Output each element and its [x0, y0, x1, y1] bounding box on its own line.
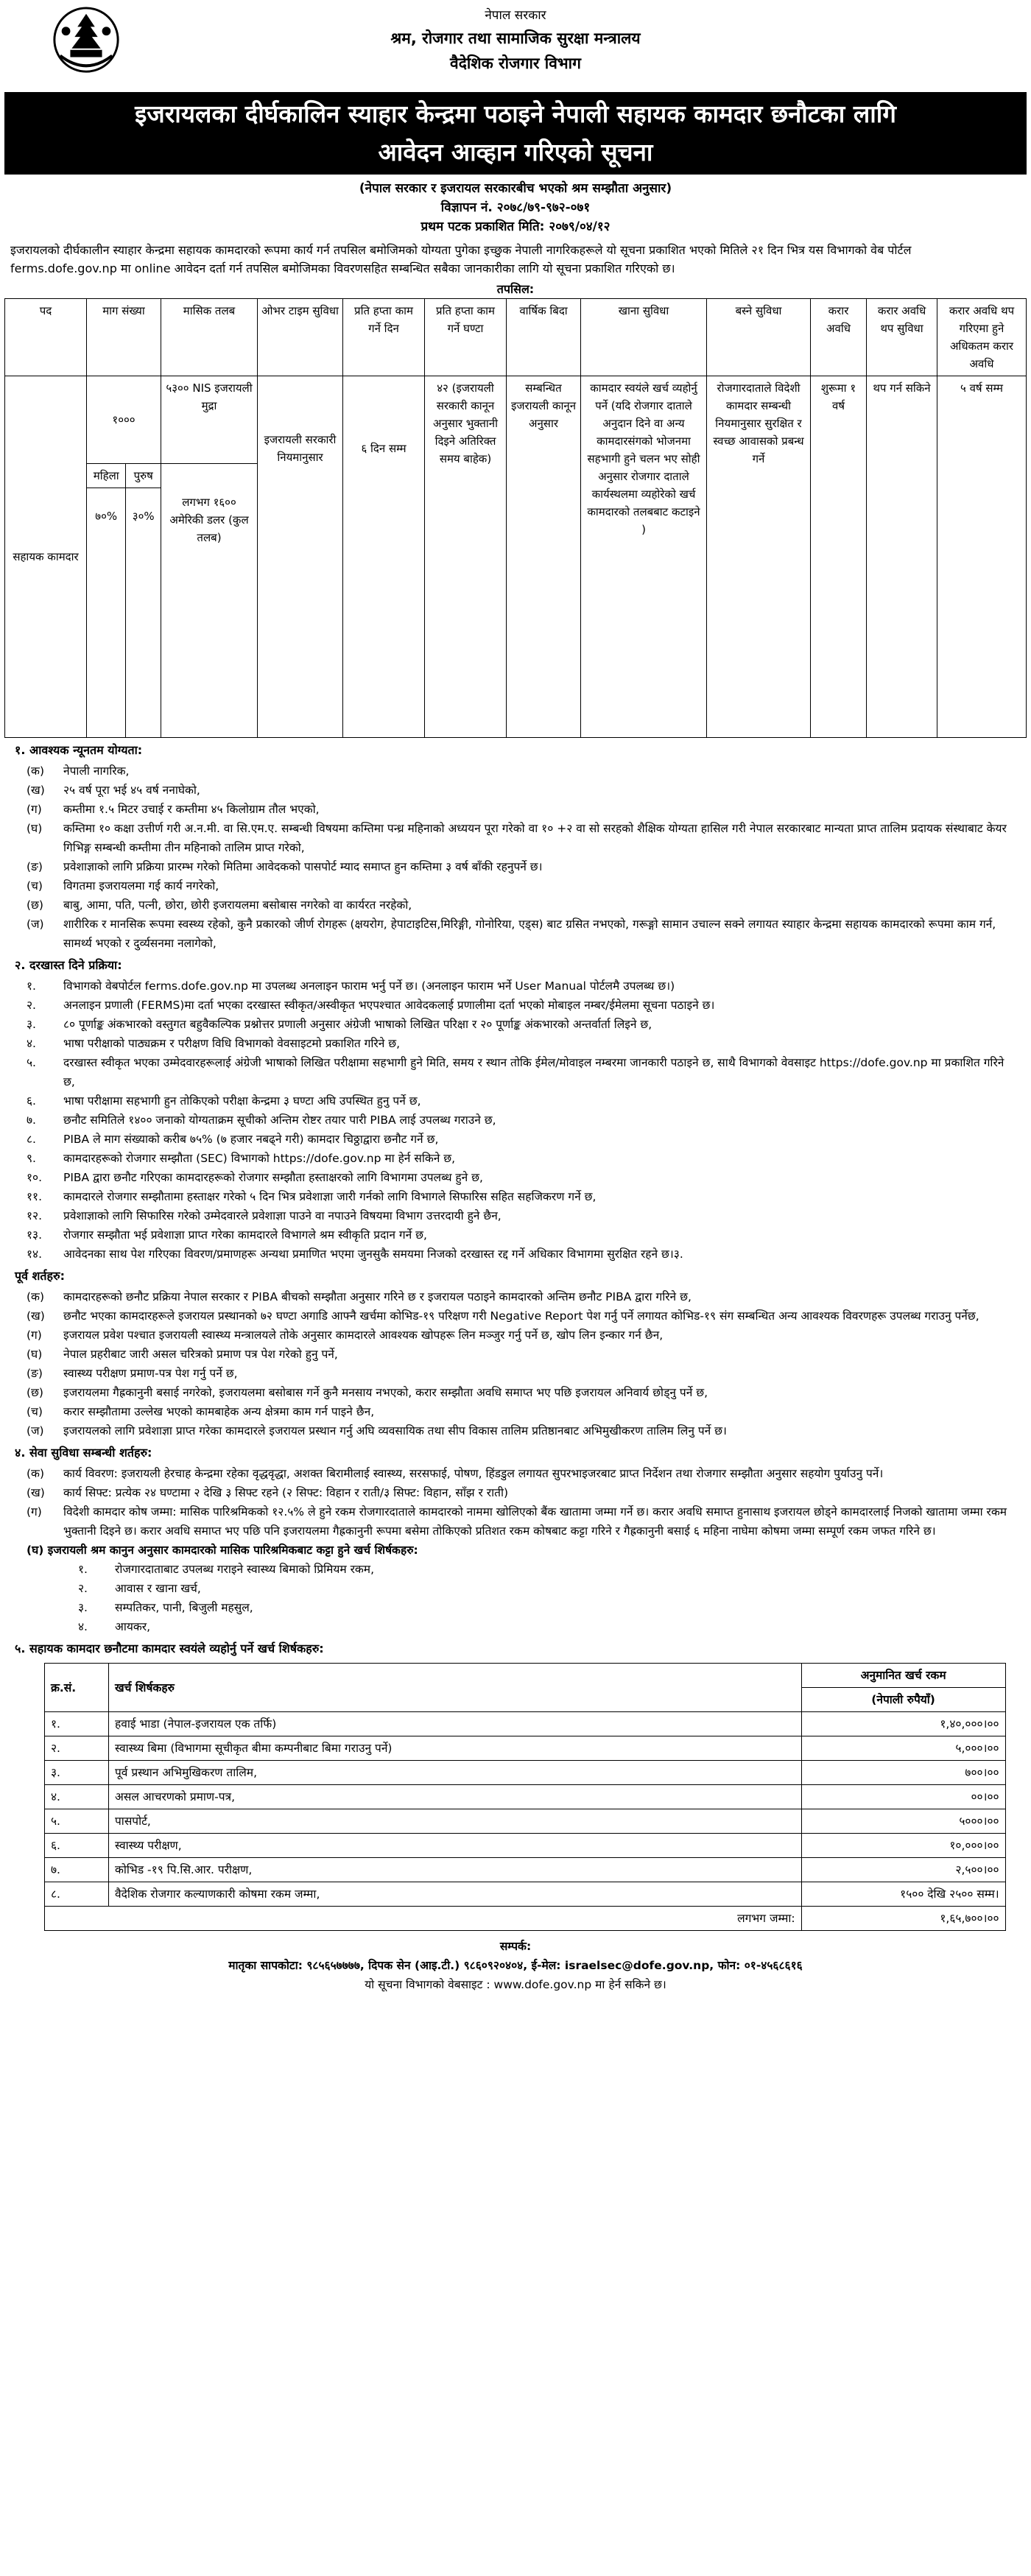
list-item-number: १२.: [27, 1209, 43, 1222]
col-header: प्रति हप्ता काम गर्ने दिन: [343, 299, 425, 376]
table-row: [45, 1858, 1006, 1882]
list-item-text: इजरायल प्रवेश पश्चात इजरायली स्वास्थ्य मन्त्रालयले तोके अनुसार कामदारले आवश्यक खोपहरू लिन मञ्जुर गर्नु पर्ने छ, खोप लिन इन्कार गर्न छैन,: [63, 1329, 664, 1342]
cost-item-cell: पूर्व प्रस्थान अभिमुखिकरण तालिम,: [109, 1761, 802, 1785]
female-pct-cell: [87, 488, 126, 738]
list-item-text: प्रवेशाज्ञाको लागि सिफारिस गरेको उम्मेदवारले प्रवेशाज्ञा पाउने वा नपाउने विषयमा विभाग उत्तरदायी हुने छैन,: [63, 1209, 502, 1222]
cost-col-sn: क्र.सं.: [45, 1664, 109, 1712]
list-item-number: (च): [27, 1405, 43, 1418]
list-item: [15, 1149, 1016, 1168]
cost-sn-cell: ५.: [45, 1809, 109, 1834]
leave-cell: सम्बन्धित इजरायली कानून अनुसार: [507, 376, 581, 738]
deduction-title: (घ) इजरायली श्रम कानुन अनुसार कामदारको मासिक पारिश्रमिकबाट कट्टा हुने खर्च शिर्षकहरु:: [27, 1544, 418, 1557]
publish-date: प्रथम पटक प्रकाशित मिति: २०७९/०४/१२: [421, 219, 610, 234]
list-item-number: (क): [27, 1290, 44, 1303]
list-item: [15, 915, 1016, 953]
table-row: [45, 1712, 1006, 1736]
list-item-text: कम्तिमा १० कक्षा उत्तीर्ण गरी अ.न.मी. वा सि.एम.ए. सम्बन्धी विषयमा कम्तिमा पन्ध्र महिनाको अध्ययन पूरा गरेको वा १० +२ वा सो सरहको शैक्षिक योग्यता हासिल गरी नेपाल सरकारबाट मान्यता प्राप्त तालिम प्रदायक संस्थाबाट केयर गिभिङ्ग सम्बन्धी कम्तीमा तीन महिनाको तालिम प्राप्त गरेको,: [63, 822, 1007, 854]
ministry-name: श्रम, रोजगार तथा सामाजिक सुरक्षा मन्त्रालय: [390, 29, 641, 47]
list-item-text: भाषा परीक्षाको पाठ्यक्रम र परीक्षण विधि विभागको वेवसाइटमो प्रकाशित गरिने छ,: [63, 1037, 401, 1050]
cost-amount-cell: ००।००: [801, 1785, 1005, 1809]
list-item: [15, 1364, 1016, 1383]
list-item-text: शारीरिक र मानसिक रूपमा स्वस्थ्य रहेको, कुनै प्रकारको जीर्ण रोगहरू (क्षयरोग, हेपाटाइटिस,मिरिङ्गी, गोनोरिया, एड्स) बाट ग्रसित नभएको, गरूङ्गो सामान उचाल्न सक्ने लगायत स्याहार केन्द्रमा सहायक कामदारको रूपमा काम गर्न, सामर्थ्य भएको र दुर्व्यसनमा नलागेको,: [63, 918, 996, 950]
list-item: [15, 781, 1016, 800]
list-item: [15, 800, 1016, 819]
agreement-note: (नेपाल सरकार र इजरायल सरकारबीच भएको श्रम सम्झौता अनुसार): [359, 181, 672, 196]
table-row: [45, 1785, 1006, 1809]
section-title: पूर्व शर्तहरु:: [15, 1269, 66, 1283]
section-title: २. दरखास्त दिने प्रक्रिया:: [15, 958, 122, 972]
letterhead: [4, 0, 1027, 92]
list-item: [15, 895, 1016, 915]
list-item-text: विभागको वेबपोर्टल ferms.dofe.gov.np मा उपलब्ध अनलाइन फाराम भर्नु पर्ने छ। (अनलाइन फाराम भर्ने User Manual पोर्टलमै उपलब्ध छ।): [63, 979, 675, 993]
list-item-number: २.: [78, 1582, 88, 1595]
list-item: [15, 1383, 1016, 1402]
hours-cell: ४२ (इजरायली सरकारी कानून अनुसार भुक्तानी दिइने अतिरिक्त समय बाहेक): [425, 376, 507, 738]
section-cost-items: [4, 1639, 1027, 1931]
col-header: वार्षिक बिदा: [507, 299, 581, 376]
list-item-number: ३.: [27, 1018, 36, 1031]
section-title: ४. सेवा सुविधा सम्बन्धी शर्तहरु:: [15, 1446, 152, 1460]
table-row: [45, 1761, 1006, 1785]
website-line: यो सूचना विभागको वेबसाइट : www.dofe.gov.np मा हेर्न सकिने छ।: [365, 1978, 666, 1991]
female-pct-text: ७०%: [95, 510, 118, 523]
cost-sn-cell: ४.: [45, 1785, 109, 1809]
cost-item-cell: कोभिड -१९ पि.सि.आर. परीक्षण,: [109, 1858, 802, 1882]
cost-sn-cell: १.: [45, 1712, 109, 1736]
qualification-list: [15, 761, 1016, 953]
cost-col-amount: अनुमानित खर्च रकम: [801, 1664, 1005, 1688]
contact-label: सम्पर्क:: [499, 1940, 532, 1953]
list-item-text: छनौट समितिले १४०० जनाको योग्यताक्रम सूचीको अन्तिम रोष्टर तयार पारी PIBA लाई उपलब्ध गराउने छ,: [63, 1113, 496, 1127]
deduction-list: [15, 1560, 1016, 1636]
list-item-number: १३.: [27, 1228, 43, 1242]
list-item: [15, 1111, 1016, 1130]
col-header: पद: [5, 299, 87, 376]
job-details-table: [4, 298, 1027, 738]
cost-amount-cell: १५०० देखि २५०० सम्म।: [801, 1882, 1005, 1907]
list-item: [15, 1168, 1016, 1187]
cost-item-cell: स्वास्थ्य बिमा (विभागमा सूचीकृत बीमा कम्पनीबाट बिमा गराउनु पर्ने): [109, 1736, 802, 1761]
list-item-text: २५ वर्ष पूरा भई ४५ वर्ष ननाघेको,: [63, 784, 200, 797]
contract-cell: शुरूमा १ वर्ष: [811, 376, 867, 738]
cost-item-cell: वैदेशिक रोजगार कल्याणकारी कोषमा रकम जम्मा,: [109, 1882, 802, 1907]
list-item-text: PIBA ले माग संख्याको करीब ७५% (७ हजार नबढ्ने गरी) कामदार चिठ्ठाद्वारा छनौट गर्ने छ,: [63, 1133, 439, 1146]
list-item-number: (ज): [27, 918, 44, 931]
table-row: [45, 1736, 1006, 1761]
cost-item-cell: पासपोर्ट,: [109, 1809, 802, 1834]
table-row: [45, 1809, 1006, 1834]
housing-cell: रोजगारदाताले विदेशी कामदार सम्बन्धी नियमानुसार सुरक्षित र स्वच्छ आवासको प्रबन्ध गर्ने: [707, 376, 811, 738]
cost-table: [44, 1663, 1006, 1931]
list-item-number: (ग): [27, 1329, 42, 1342]
table-title: तपसिल:: [496, 282, 535, 296]
col-header: बस्ने सुविधा: [707, 299, 811, 376]
col-header: खाना सुविधा: [581, 299, 707, 376]
precondition-list: [15, 1287, 1016, 1440]
list-item-text: भाषा परीक्षामा सहभागी हुन तोकिएको परीक्षा केन्द्रमा ३ घण्टा अघि उपस्थित हुनु पर्ने छ,: [63, 1094, 421, 1108]
list-item: [15, 1206, 1016, 1225]
list-item-number: (ज): [27, 1424, 44, 1437]
cost-amount-cell: १,४०,०००।००: [801, 1712, 1005, 1736]
list-item: [15, 1502, 1016, 1541]
list-item: [15, 857, 1016, 876]
list-item-text: आवेदनका साथ पेश गरिएका विवरण/प्रमाणहरू अन्यथा प्रमाणित भएमा जुनसुकै समयमा निजको दरखास्त रद्द गर्ने अधिकार विभागमा सुरक्षित रहने छ।३.: [63, 1247, 683, 1261]
list-item-number: (घ): [27, 822, 43, 835]
list-item-text: रोजगार सम्झौता भई प्रवेशाज्ञा प्राप्त गरेका कामदारले विभागले श्रम स्वीकृति प्रदान गर्ने छ,: [63, 1228, 427, 1242]
col-header: प्रति हप्ता काम गर्ने घण्टा: [425, 299, 507, 376]
col-header: मासिक तलब: [161, 299, 258, 376]
cost-rows: [45, 1712, 1006, 1907]
table-row: [45, 1834, 1006, 1858]
government-name: नेपाल सरकार: [485, 8, 546, 23]
list-item-number: ७.: [27, 1113, 36, 1127]
list-item-number: ४.: [27, 1037, 36, 1050]
list-item-text: कामदारहरूको रोजगार सम्झौता (SEC) विभागको https://dofe.gov.np मा हेर्न सकिने छ,: [63, 1152, 456, 1165]
list-item-number: १.: [27, 979, 36, 993]
list-item: [15, 1421, 1016, 1440]
list-item: [15, 1402, 1016, 1421]
table-header-row: [5, 299, 1027, 376]
list-item-number: ३.: [78, 1601, 88, 1614]
process-list: [15, 976, 1016, 1264]
list-item: [15, 1464, 1016, 1483]
notice-number: विज्ञापन नं. २०७८/७९-९७२-०७१: [440, 200, 591, 215]
notice-title-banner: [4, 92, 1027, 175]
list-item: [15, 1483, 1016, 1502]
section-application-process: [4, 956, 1027, 1264]
cost-col-head: खर्च शिर्षकहरु: [109, 1664, 802, 1712]
male-pct-text: ३०%: [132, 510, 155, 523]
section-service-conditions: [4, 1443, 1027, 1636]
list-item-number: ६.: [27, 1094, 36, 1108]
cost-amount-cell: ५०००।००: [801, 1809, 1005, 1834]
days-cell: [343, 376, 425, 738]
food-cell: कामदार स्वयंले खर्च व्यहोर्नु पर्ने (यदि रोजगार दाताले अनुदान दिने वा अन्य कामदारसंगको भोजनमा सहभागी हुने चलन भए सोही अनुसार रोजगार दाताले कार्यस्थलमा व्यहोरेको खर्च कामदारको तलबबाट कटाइने ): [581, 376, 707, 738]
list-item-text: कामदारले रोजगार सम्झौतामा हस्ताक्षर गरेको ५ दिन भित्र प्रवेशाज्ञा जारी गर्नको लागि विभागले सिफारिस सहित सहजिकरण गर्ने छ,: [63, 1190, 597, 1203]
list-item: [15, 1053, 1016, 1091]
list-item-number: २.: [27, 999, 36, 1012]
list-item: [15, 1326, 1016, 1345]
list-item: [15, 876, 1016, 895]
list-item-number: (क): [27, 1467, 44, 1480]
list-item-number: (ङ): [27, 1367, 43, 1380]
list-item-number: (घ): [27, 1348, 43, 1361]
cost-total-value: १,६५,७००।००: [801, 1907, 1005, 1931]
list-item-number: (ग): [27, 1505, 42, 1518]
list-item-text: आयकर,: [115, 1620, 151, 1633]
list-item-text: प्रवेशाज्ञाको लागि प्रक्रिया प्रारम्भ गरेको मितिमा आवेदकको पासपोर्ट म्याद समाप्त हुन कम्तिमा ३ वर्ष बाँकी रहनुपर्ने छ।: [63, 860, 543, 873]
list-item: [15, 1306, 1016, 1326]
list-item-number: (च): [27, 879, 43, 893]
max-period-cell: ५ वर्ष सम्म: [937, 376, 1027, 738]
list-item-text: इजरायलको लागि प्रवेशाज्ञा प्राप्त गरेका कामदारले इजरायल प्रस्थान गर्नु अघि व्यवसायिक तथा सीप विकास तालिम प्रतिष्ठानबाट अभिमुखीकरण तालिम लिनु पर्ने छ।: [63, 1424, 727, 1437]
section-title: ५. सहायक कामदार छनौटमा कामदार स्वयंले व्यहोर्नु पर्ने खर्च शिर्षकहरु:: [15, 1641, 324, 1655]
list-item-text: कामदारहरूको छनौट प्रक्रिया नेपाल सरकार र PIBA बीचको सम्झौता अनुसार गरिने छ र इजरायल पठाइने कामदारको अन्तिम छनौट PIBA द्वारा गरिने छ,: [63, 1290, 692, 1303]
col-header: करार अवधि थप गरिएमा हुने अधिकतम करार अवधि: [937, 299, 1027, 376]
list-item-text: स्वास्थ्य परीक्षण प्रमाण-पत्र पेश गर्नु पर्ने छ,: [63, 1367, 238, 1380]
list-item-text: आवास र खाना खर्च,: [115, 1582, 201, 1595]
list-item: [15, 1034, 1016, 1053]
list-item-text: नेपाल प्रहरीबाट जारी असल चरित्रको प्रमाण पत्र पेश गरेको हुनु पर्ने,: [63, 1348, 338, 1361]
cost-sn-cell: २.: [45, 1736, 109, 1761]
cost-sn-cell: ८.: [45, 1882, 109, 1907]
cost-sn-cell: ७.: [45, 1858, 109, 1882]
list-item-number: ४.: [78, 1620, 88, 1633]
extension-cell: थप गर्न सकिने: [867, 376, 937, 738]
salary-usd-cell: [161, 464, 258, 738]
salary-usd-text: लगभग १६०० अमेरिकी डलर (कुल तलब): [169, 496, 249, 544]
list-item-number: (ग): [27, 803, 42, 816]
list-item-text: ८० पूर्णाङ्क अंकभारको वस्तुगत बहुवैकल्पिक प्रश्नोत्तर प्रणाली अनुसार अंग्रेजी भाषाको लिखित परिक्षा र २० पूर्णाङ्क अंकभारको अन्तर्वार्ता लिइने छ,: [63, 1018, 652, 1031]
list-item-number: १४.: [27, 1247, 43, 1261]
cost-sn-cell: ६.: [45, 1834, 109, 1858]
list-item-text: कम्तीमा १.५ मिटर उचाई र कम्तीमा ४५ किलोग्राम तौल भएको,: [63, 803, 320, 816]
section-preconditions: [4, 1267, 1027, 1440]
table-row: [45, 1882, 1006, 1907]
intro-paragraph: इजरायलको दीर्घकालीन स्याहार केन्द्रमा सहायक कामदारको रूपमा कार्य गर्न तपसिल बमोजिमको योग्यता पुगेका इच्छुक नेपाली नागरिकहरूले यो सूचना प्रकाशित भएको मितिले २१ दिन भित्र यस विभागको वेब पोर्टल ferms.dofe.gov.np मा online आवेदन दर्ता गर्न तपसिल बमोजिमका विवरणसहित सम्बन्धित सबैका जानकारीका लागि यो सूचना प्रकाशित गरिएको छ।: [10, 243, 912, 275]
male-pct-cell: [126, 488, 161, 738]
contact-footer: [4, 1937, 1027, 1994]
demand-total-cell: १०००: [87, 376, 161, 464]
list-item-text: नेपाली नागरिक,: [63, 764, 130, 778]
female-label-cell: महिला: [87, 464, 126, 488]
days-text: ६ दिन सम्म: [361, 442, 407, 455]
overtime-cell: [258, 376, 343, 738]
list-item-number: ११.: [27, 1190, 43, 1203]
col-header: माग संख्या: [87, 299, 161, 376]
section-qualifications: [4, 741, 1027, 953]
cost-col-amount-sub: (नेपाली रुपैयाँ): [801, 1688, 1005, 1712]
list-item-text: छनौट भएका कामदारहरूले इजरायल प्रस्थानको ७२ घण्टा अगाडि आफ्नै खर्चमा कोभिड-१९ परिक्षण गरी Negative Report पेश गर्नु पर्ने लगायत कोभिड-१९ संग सम्बन्धित अन्य आवश्यक विवरणहरू उपलब्ध गराउनु पर्नेछ,: [63, 1309, 979, 1323]
col-header: करार अवधि: [811, 299, 867, 376]
cost-item-cell: असल आचरणको प्रमाण-पत्र,: [109, 1785, 802, 1809]
list-item: [15, 1015, 1016, 1034]
notice-title-line-2: आवेदन आव्हान गरिएको सूचना: [378, 138, 653, 166]
list-item-text: सम्पतिकर, पानी, बिजुली महसुल,: [115, 1601, 253, 1614]
post-cell: सहायक कामदार: [5, 376, 87, 738]
table-row: [5, 376, 1027, 464]
list-item: [15, 1187, 1016, 1206]
list-item-number: (ङ): [27, 860, 43, 873]
list-item: [15, 1287, 1016, 1306]
cost-sn-cell: ३.: [45, 1761, 109, 1785]
list-item: [15, 1130, 1016, 1149]
list-item: [66, 1617, 1016, 1636]
list-item: [15, 996, 1016, 1015]
col-header: ओभर टाइम सुविधा: [258, 299, 343, 376]
list-item-text: बाबु, आमा, पति, पत्नी, छोरा, छोरी इजरायलमा बसोबास नगरेको वा कार्यरत नरहेको,: [63, 898, 412, 912]
cost-amount-cell: ७००।००: [801, 1761, 1005, 1785]
list-item-number: (ख): [27, 1309, 45, 1323]
cost-header-row: [45, 1664, 1006, 1688]
salary-nis-cell: ५३०० NIS इजरायली मुद्रा: [161, 376, 258, 464]
cost-amount-cell: ५,०००।००: [801, 1736, 1005, 1761]
list-item-text: कार्य विवरण: इजरायली हेरचाह केन्द्रमा रहेका वृद्धवृद्धा, अशक्त बिरामीलाई स्वास्थ्य, सरसफाई, पोषण, हिंडडुल लगायत सुपरभाइजरबाट प्राप्त निर्देशन तथा रोजगार सम्झौता अनुसार सहयोग पुर्याउनु पर्ने।: [63, 1467, 884, 1480]
list-item-text: विदेशी कामदार कोष जम्मा: मासिक पारिश्रमिकको १२.५% ले हुने रकम रोजगारदाताले कामदारको नाममा खोलिएको बैंक खातामा जम्मा गर्ने छ। करार अवधि समाप्त हुनासाथ इजरायल छोड्ने कामदारलाई निजको खातामा जम्मा रकम भुक्तानी दिइने छ। करार अवधि समाप्त भए पछि पनि इजरायलमा गैह्रकानुनी रूपमा बसेमा तोकिएको प्रतिशत रकम कोषबाट कट्टा गरिने र गैह्रकानुनी बसाई ६ महिना नाघेमा कोषमा जम्मा सम्पूर्ण रकम जफत गरिने छ।: [63, 1505, 1007, 1538]
cost-item-cell: स्वास्थ्य परीक्षण,: [109, 1834, 802, 1858]
list-item-text: इजरायलमा गैह्रकानुनी बसाई नगरेको, इजरायलमा बसोबास गर्ने कुनै मनसाय नभएको, करार सम्झौता अवधि समाप्त भए पछि इजरायल अनिवार्य छोड्नु पर्ने छ,: [63, 1386, 708, 1399]
list-item: [15, 976, 1016, 996]
list-item-text: करार सम्झौतामा उल्लेख भएको कामबाहेक अन्य क्षेत्रमा काम गर्न पाइने छैन,: [63, 1405, 375, 1418]
list-item-number: (छ): [27, 1386, 43, 1399]
list-item-text: रोजगारदाताबाट उपलब्ध गराइने स्वास्थ्य बिमाको प्रिमियम रकम,: [115, 1563, 375, 1576]
overtime-text: इजरायली सरकारी नियमानुसार: [264, 433, 337, 464]
col-header: करार अवधि थप सुविधा: [867, 299, 937, 376]
list-item-number: (क): [27, 764, 44, 778]
list-item: [66, 1598, 1016, 1617]
list-item: [15, 1225, 1016, 1245]
list-item-text: PIBA द्वारा छनौट गरिएका कामदारहरूको रोजगार सम्झौता हस्ताक्षरको लागि विभागमा उपलब्ध हुने छ,: [63, 1171, 483, 1184]
cost-total-label: लगभग जम्मा:: [45, 1907, 802, 1931]
cost-amount-cell: २,५००।००: [801, 1858, 1005, 1882]
list-item: [15, 761, 1016, 781]
cost-total-row: [45, 1907, 1006, 1931]
cost-item-cell: हवाई भाडा (नेपाल-इजरायल एक तर्फि): [109, 1712, 802, 1736]
department-name: वैदेशिक रोजगार विभाग: [450, 54, 581, 72]
list-item-number: (ख): [27, 784, 45, 797]
contact-line: मातृका सापकोटा: ९८५६५७७७७, दिपक सेन (आइ.टी.) ९८६०९२०४०४, ई-मेल: israelsec@dofe.gov.np, फोन: ०१-४५६८६१६: [228, 1959, 803, 1972]
section-title: १. आवश्यक न्यूनतम योग्यता:: [15, 743, 143, 757]
list-item: [15, 819, 1016, 857]
list-item: [15, 1091, 1016, 1111]
list-item: [66, 1560, 1016, 1579]
male-label-cell: पुरुष: [126, 464, 161, 488]
list-item: [15, 1245, 1016, 1264]
list-item-number: ८.: [27, 1133, 36, 1146]
list-item-text: विगतमा इजरायलमा गई कार्य नगरेको,: [63, 879, 219, 893]
notice-title-line-1: इजरायलका दीर्घकालिन स्याहार केन्द्रमा पठाइने नेपाली सहायक कामदार छनौटका लागि: [135, 99, 896, 128]
cost-amount-cell: १०,०००।००: [801, 1834, 1005, 1858]
service-condition-list: [15, 1464, 1016, 1541]
list-item-number: (छ): [27, 898, 43, 912]
list-item-number: ९.: [27, 1152, 36, 1165]
list-item-number: १.: [78, 1563, 88, 1576]
list-item-number: (ख): [27, 1486, 45, 1499]
list-item: [15, 1345, 1016, 1364]
list-item-text: अनलाइन प्रणाली (FERMS)मा दर्ता भएका दरखास्त स्वीकृत/अस्वीकृत भएपश्चात आवेदकलाई प्रणालीमा दर्ता भएको मोबाइल नम्बर/ईमेलमा सूचना पठाइने छ।: [63, 999, 715, 1012]
list-item-text: कार्य सिफ्ट: प्रत्येक २४ घण्टामा २ देखि ३ सिफ्ट रहने (२ सिफ्ट: विहान र राती/३ सिफ्ट: विहान, साँझ र राती): [63, 1486, 509, 1499]
list-item-text: दरखास्त स्वीकृत भएका उम्मेदवारहरूलाई अंग्रेजी भाषाको लिखित परीक्षामा सहभागी हुने मिति, समय र स्थान तोकि ईमेल/मोवाइल नम्बरमा जानकारी पठाइने छ, साथै विभागको वेवसाइट https://dofe.gov.np मा प्रकाशित गरिने छ,: [63, 1056, 1004, 1088]
list-item: [66, 1579, 1016, 1598]
list-item-number: १०.: [27, 1171, 43, 1184]
list-item-number: ५.: [27, 1056, 36, 1069]
